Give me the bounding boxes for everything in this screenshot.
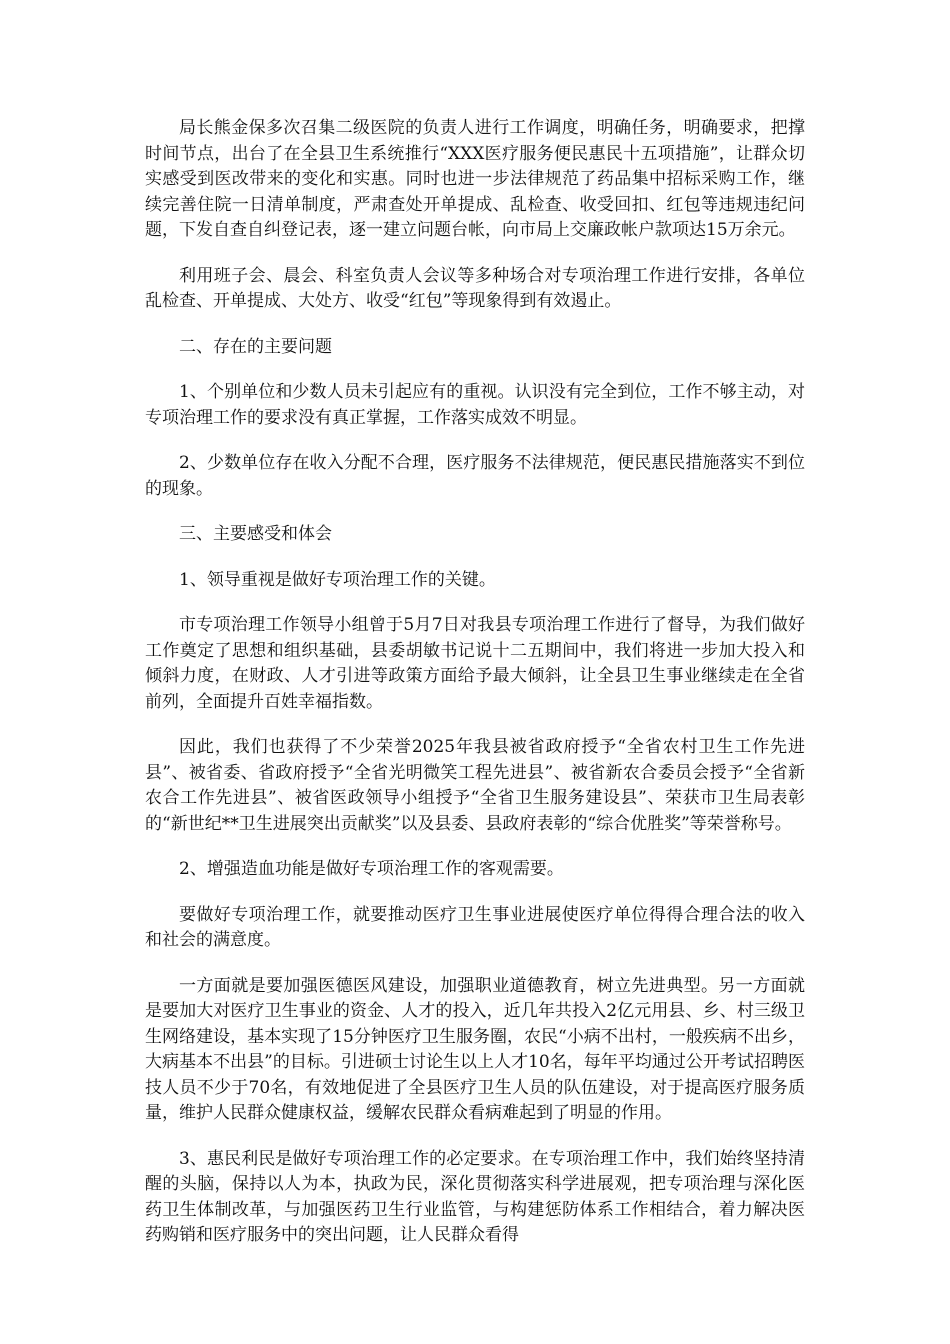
paragraph-experience-3: 3、惠民利民是做好专项治理工作的必定要求。在专项治理工作中，我们始终坚持清醒的头脑，保持以人为本，执政为民，深化贯彻落实科学进展观，把专项治理与深化医药卫生体制改革，与加强医药卫生行业监管，与构建惩防体系工作相结合，着力解决医药购销和医疗服务中的突出问题，让人民群众看得: [145, 1148, 805, 1245]
section-heading-problems: 二、存在的主要问题: [179, 336, 332, 357]
paragraph-problem-2: 2、少数单位存在收入分配不合理，医疗服务不法律规范，便民惠民措施落实不到位的现象。: [145, 453, 805, 499]
paragraph-development: 要做好专项治理工作，就要推动医疗卫生事业进展使医疗单位得得合理合法的收入和社会的满意度。: [145, 904, 805, 950]
paragraph-experience-1: 1、领导重视是做好专项治理工作的关键。: [179, 569, 496, 590]
paragraph-meetings: 利用班子会、晨会、科室负责人会议等多种场合对专项治理工作进行安排，各单位乱检查、开单提成、大处方、收受“红包”等现象得到有效遏止。: [145, 265, 805, 311]
paragraph-problem-1: 1、个别单位和少数人员未引起应有的重视。认识没有完全到位，工作不够主动，对专项治理工作的要求没有真正掌握，工作落实成效不明显。: [145, 382, 805, 428]
paragraph-investment: 一方面就是要加强医德医风建设，加强职业道德教育，树立先进典型。另一方面就是要加大对医疗卫生事业的资金、人才的投入，近几年共投入2亿元用县、乡、村三级卫生网络建设，基本实现了15分钟医疗卫生服务圈，农民“小病不出村，一般疾病不出乡，大病基本不出县”的目标。引进硕士讨论生以上人才10名，每年平均通过公开考试招聘医技人员不少于70名，有效地促进了全县医疗卫生人员的队伍建设，对于提高医疗服务质量，维护人民群众健康权益，缓解农民群众看病难起到了明显的作用。: [145, 975, 805, 1123]
paragraph-honors: 因此，我们也获得了不少荣誉2025年我县被省政府授予“全省农村卫生工作先进县”、被省委、省政府授予“全省光明微笑工程先进县”、被省新农合委员会授予“全省新农合工作先进县”、被省医政领导小组授予“全省卫生服务建设县”、荣获市卫生局表彰的“新世纪**卫生进展突出贡献奖”以及县委、县政府表彰的“综合优胜奖”等荣誉称号。: [145, 737, 805, 834]
paragraph-supervision: 市专项治理工作领导小组曾于5月7日对我县专项治理工作进行了督导，为我们做好工作奠定了思想和组织基础，县委胡敏书记说十二五期间中，我们将进一步加大投入和倾斜力度，在财政、人才引进等政策方面给予最大倾斜，让全县卫生事业继续走在全省前列，全面提升百姓幸福指数。: [145, 615, 805, 712]
section-heading-experience: 三、主要感受和体会: [179, 524, 332, 544]
paragraph-work-dispatch: 局长熊金保多次召集二级医院的负责人进行工作调度，明确任务，明确要求，把撑时间节点，出台了在全县卫生系统推行“XXX医疗服务便民惠民十五项措施”，让群众切实感受到医改带来的变化和实惠。同时也进一步法律规范了药品集中招标采购工作，继续完善住院一日清单制度，严肃查处开单提成、乱检查、收受回扣、红包等违规违纪问题，下发自查自纠登记表，逐一建立问题台帐，向市局上交廉政帐户款项达15万余元。: [145, 118, 805, 240]
document-body: [145, 116, 805, 1269]
paragraph-experience-2: 2、增强造血功能是做好专项治理工作的客观需要。: [179, 859, 564, 879]
